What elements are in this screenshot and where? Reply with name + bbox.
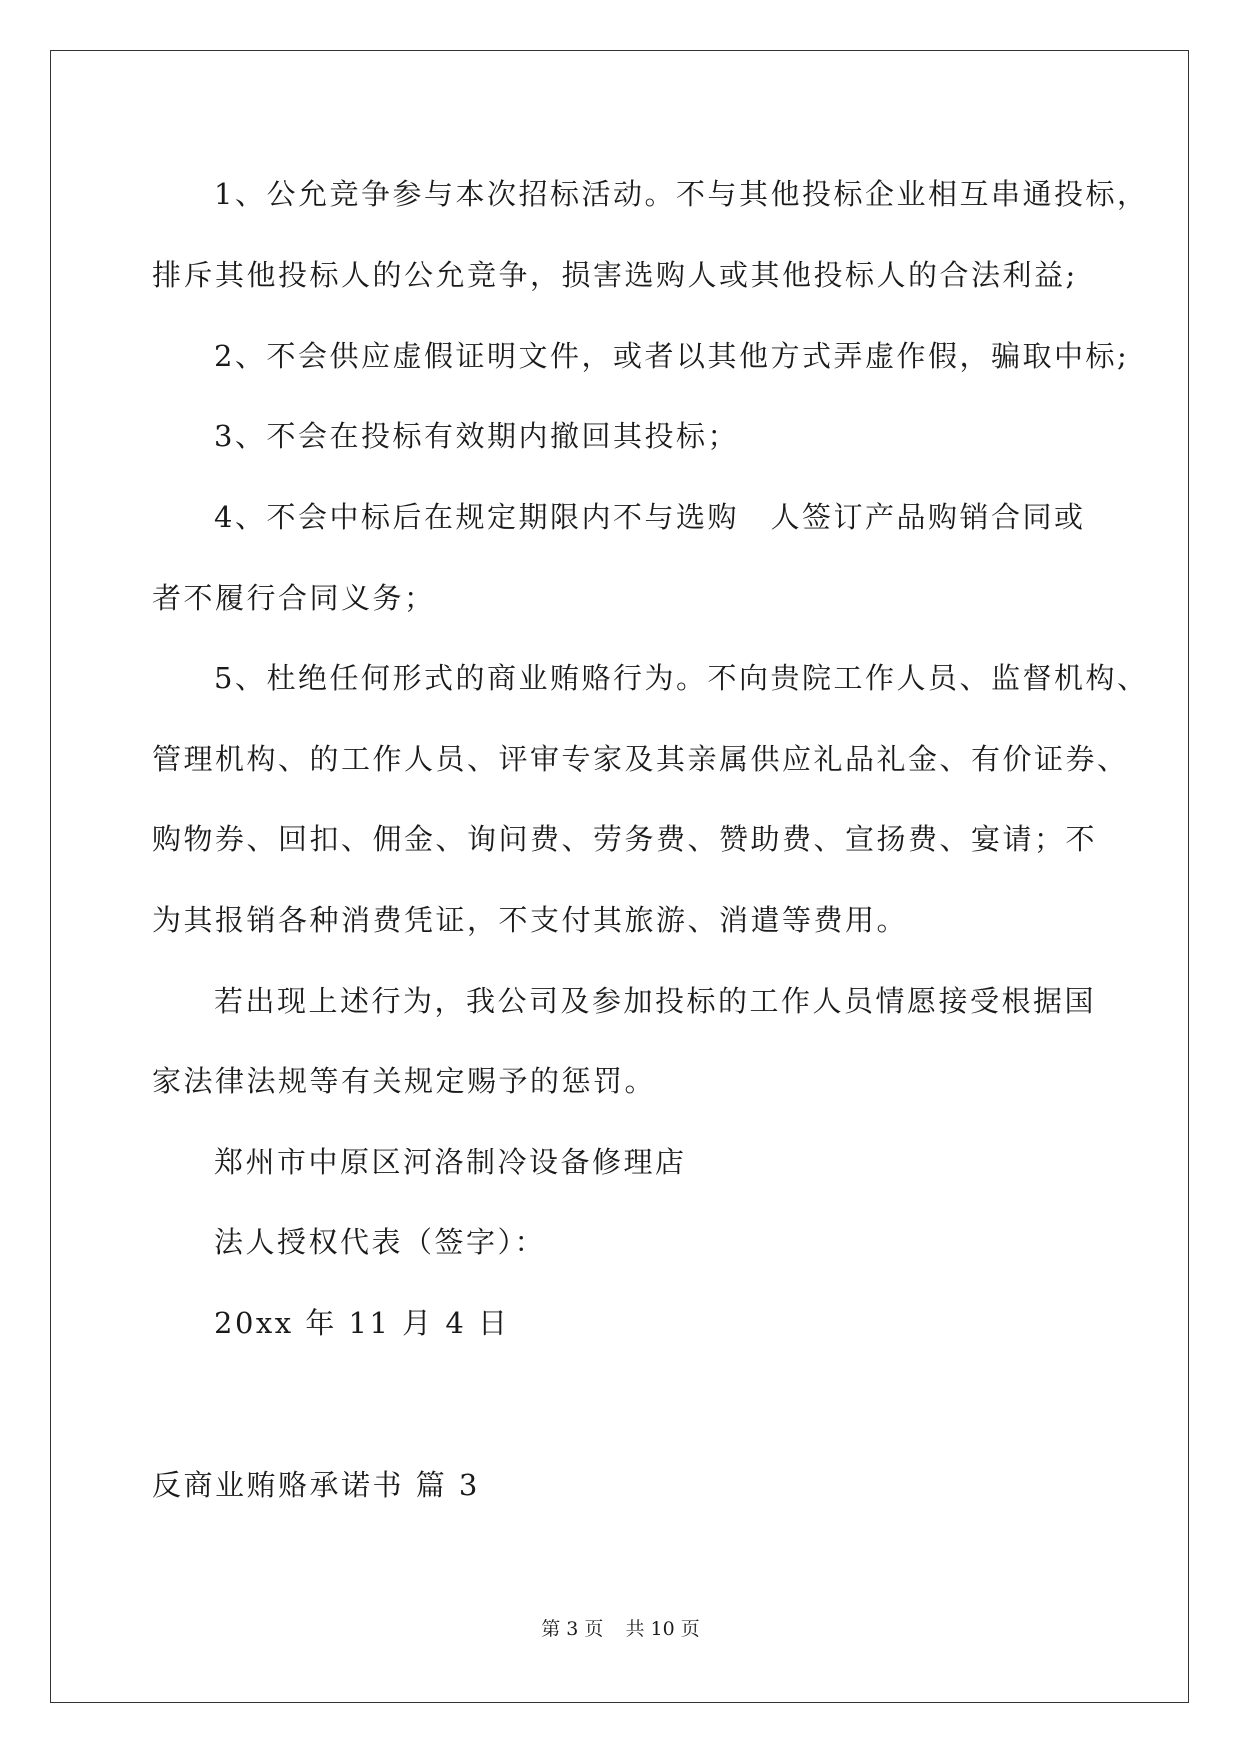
paragraph-line-10: 为其报销各种消费凭证，不支付其旅游、消遣等费用。 [152, 903, 909, 937]
paragraph-line-12: 家法律法规等有关规定赐予的惩罚。 [152, 1064, 657, 1098]
paragraph-line-8: 管理机构、的工作人员、评审专家及其亲属供应礼品礼金、有价证券、 [152, 742, 1129, 776]
paragraph-line-7: 5、杜绝任何形式的商业贿赂行为。不向贵院工作人员、监督机构、 [214, 661, 1149, 695]
paragraph-line-4: 3、不会在投标有效期内撤回其投标； [214, 419, 739, 453]
paragraph-line-5: 4、不会中标后在规定期限内不与选购 人签订产品购销合同或 [214, 500, 1086, 534]
section-heading: 反商业贿赂承诺书 篇 3 [152, 1468, 480, 1502]
paragraph-line-3: 2、不会供应虚假证明文件，或者以其他方式弄虚作假，骗取中标; [214, 339, 1130, 373]
company-name: 郑州市中原区河洛制冷设备修理店 [214, 1145, 687, 1179]
page-border [50, 50, 1189, 1703]
page-footer [0, 1617, 1241, 1641]
date-line: 20xx 年 11 月 4 日 [214, 1306, 510, 1340]
page-number-total: 共 10 页 [625, 1618, 700, 1640]
signature-line: 法人授权代表（签字）： [214, 1225, 547, 1259]
page-number-current: 第 3 页 [541, 1618, 604, 1640]
paragraph-line-9: 购物券、回扣、佣金、询问费、劳务费、赞助费、宣扬费、宴请；不 [152, 822, 1098, 856]
paragraph-line-2: 排斥其他投标人的公允竞争，损害选购人或其他投标人的合法利益; [152, 258, 1078, 292]
paragraph-line-6: 者不履行合同义务； [152, 581, 436, 615]
paragraph-line-11: 若出现上述行为，我公司及参加投标的工作人员情愿接受根据国 [214, 984, 1097, 1018]
paragraph-line-1: 1、公允竞争参与本次招标活动。不与其他投标企业相互串通投标， [214, 177, 1149, 211]
